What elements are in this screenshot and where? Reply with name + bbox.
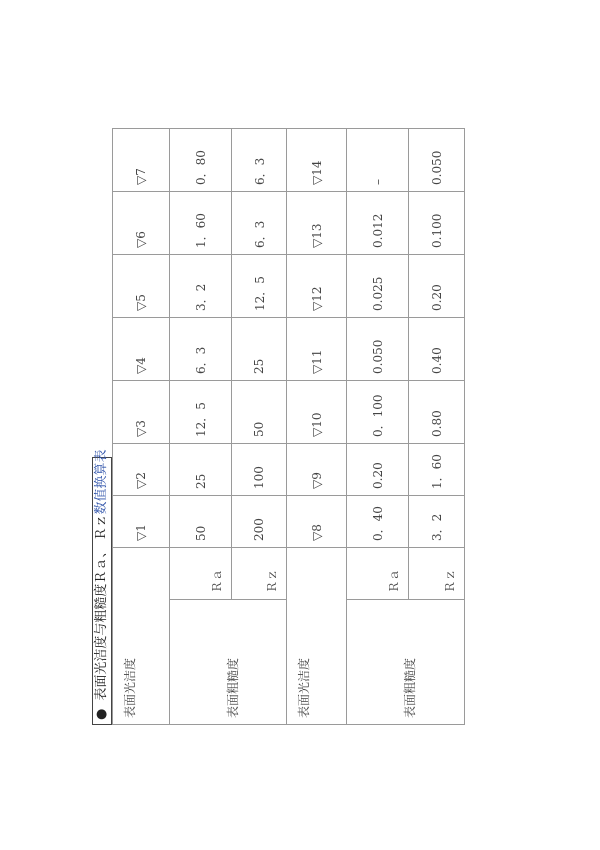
table2-ra-label: Ｒａ [347,547,409,599]
heading-link[interactable]: 数值换算表 [94,449,109,515]
table1-finish-cell: ▽6 [113,191,170,254]
table2-rz-cell: 0.050 [409,128,465,191]
table2-ra-cell: 0.025 [347,254,409,317]
table1-roughness-label: 表面粗糙度 [170,600,287,725]
table2-rz-cell: 0.100 [409,191,465,254]
heading-text: 表面光洁度与粗糙度Ｒａ、 Ｒｚ [94,514,109,701]
table2-finish-cell: ▽13 [287,191,347,254]
bullet-icon: ● [94,708,109,720]
table2-ra-cell: 0．40 [347,495,409,547]
table1-finish-cell: ▽7 [113,128,170,191]
table2-finish-cell: ▽8 [287,495,347,547]
table1-ra-label: Ｒａ [170,547,232,599]
table2-ra-cell: – [347,128,409,191]
table2-ra-cell: 0．100 [347,380,409,443]
table2-rz-cell: 0.20 [409,254,465,317]
table1-ra-cell: 3．2 [170,254,232,317]
table1-ra-cell: 50 [170,495,232,547]
table1-ra-cell: 0．80 [170,128,232,191]
table1-finish-row [113,128,170,724]
table1-rz-cell: 200 [232,495,287,547]
table1-rz-cell: 6．3 [232,191,287,254]
table2-ra-row [347,128,409,724]
table1-ra-cell: 1．60 [170,191,232,254]
table1-finish-cell: ▽1 [113,495,170,547]
table1-finish-cell: ▽4 [113,317,170,380]
table1-ra-cell: 6．3 [170,317,232,380]
table2-finish-label: 表面光洁度 [287,547,347,724]
table2-rz-cell: 3．2 [409,495,465,547]
table2-finish-cell: ▽14 [287,128,347,191]
table1-rz-cell: 50 [232,380,287,443]
table1-ra-cell: 25 [170,443,232,495]
table1-finish-label: 表面光洁度 [113,547,170,724]
table1-rz-cell: 25 [232,317,287,380]
table2-finish-cell: ▽12 [287,254,347,317]
table2-rz-cell: 0.80 [409,380,465,443]
table2-roughness-label: 表面粗糙度 [347,600,465,725]
table2-finish-cell: ▽11 [287,317,347,380]
table1-rz-cell: 6．3 [232,128,287,191]
table1-finish-cell: ▽5 [113,254,170,317]
table1-finish-cell: ▽2 [113,443,170,495]
table2-rz-cell: 0.40 [409,317,465,380]
section-heading [92,449,112,725]
table2-finish-row [287,128,347,724]
table1-rz-label: Ｒｚ [232,547,287,599]
rotated-content [92,129,464,725]
table2-ra-cell: 0.20 [347,443,409,495]
table2-ra-cell: 0.012 [347,191,409,254]
table2-ra-cell: 0.050 [347,317,409,380]
table2-finish-cell: ▽9 [287,443,347,495]
table1-rz-cell: 12．5 [232,254,287,317]
table2-finish-cell: ▽10 [287,380,347,443]
table2-rz-label: Ｒｚ [409,547,465,599]
table1-ra-row [170,128,232,724]
conversion-table [112,128,465,725]
table2-rz-cell: 1．60 [409,443,465,495]
table1-rz-cell: 100 [232,443,287,495]
table1-ra-cell: 12．5 [170,380,232,443]
table1-finish-cell: ▽3 [113,380,170,443]
